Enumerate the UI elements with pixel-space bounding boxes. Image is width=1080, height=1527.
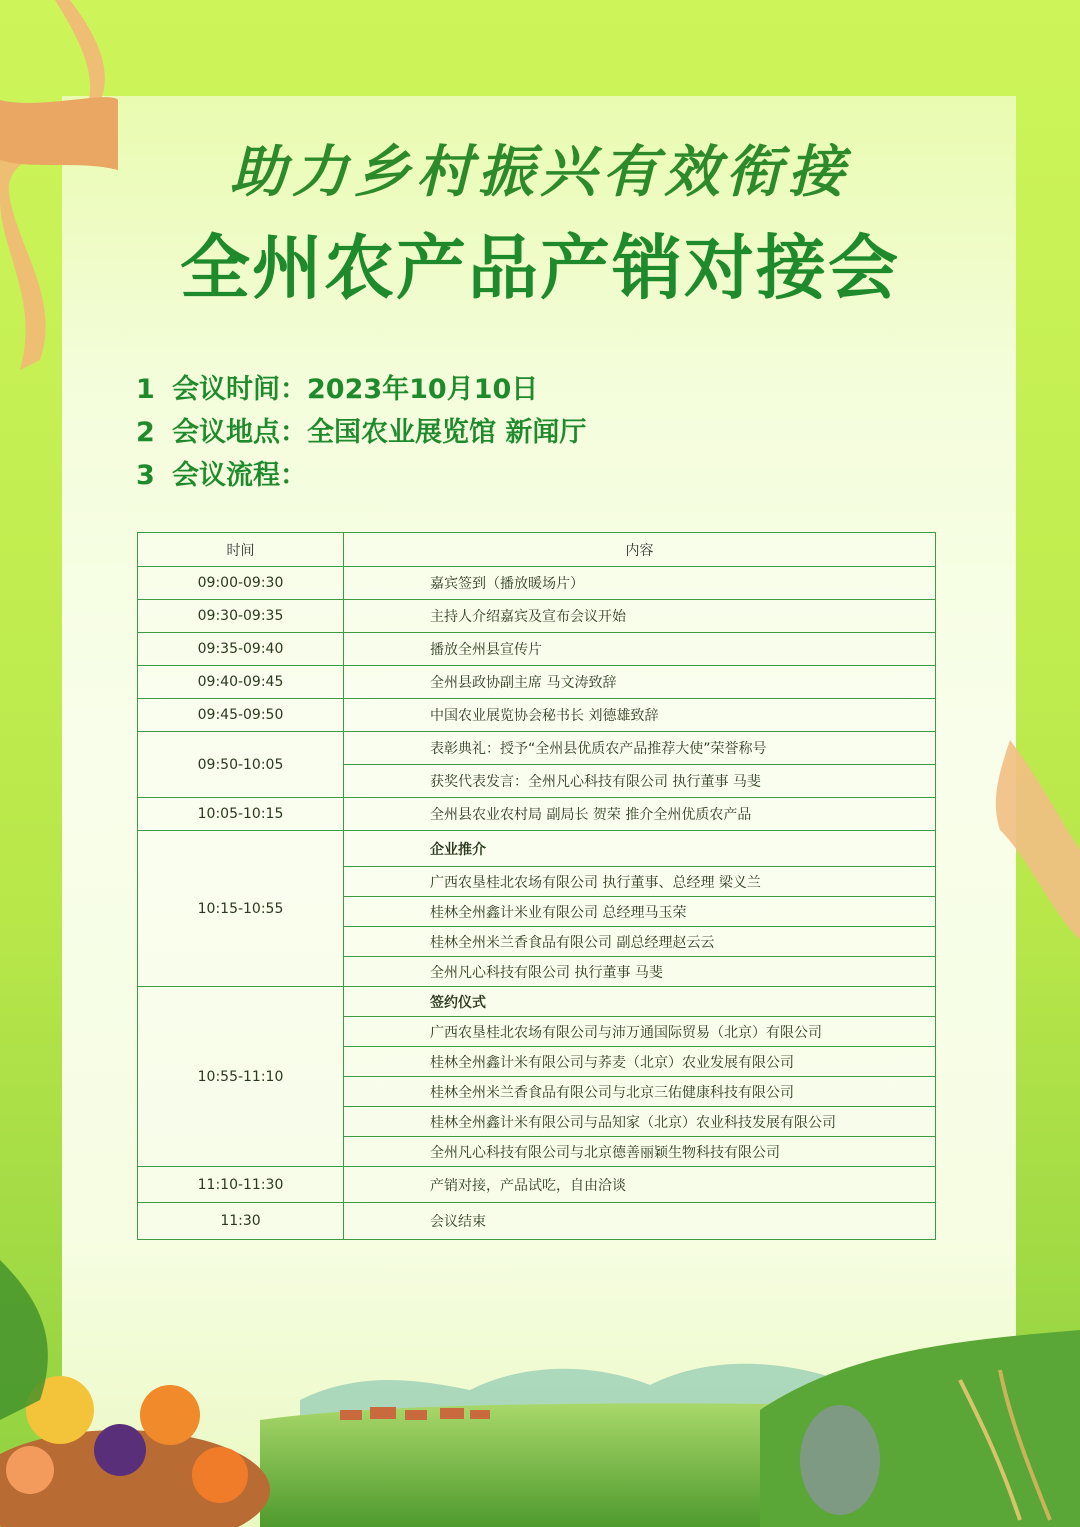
table-row xyxy=(138,1167,936,1203)
section-heading: 企业推介 xyxy=(344,831,936,867)
info-number: 2 xyxy=(136,417,155,448)
content-cell: 全州凡心科技有限公司与北京德善丽颖生物科技有限公司 xyxy=(344,1137,936,1167)
time-cell: 10:05-10:15 xyxy=(138,798,344,831)
content-cell: 播放全州县宣传片 xyxy=(344,633,936,666)
time-cell: 09:50-10:05 xyxy=(138,732,344,798)
info-number: 3 xyxy=(136,460,155,491)
slogan-heading: 助力乡村振兴有效衔接 xyxy=(230,139,850,205)
time-cell: 09:30-09:35 xyxy=(138,600,344,633)
table-row xyxy=(138,987,936,1017)
content-cell: 中国农业展览协会秘书长 刘德雄致辞 xyxy=(344,699,936,732)
section-heading: 签约仪式 xyxy=(344,987,936,1017)
time-cell: 09:35-09:40 xyxy=(138,633,344,666)
countryside-illustration xyxy=(0,1260,1080,1527)
info-text: 会议流程： xyxy=(172,460,307,491)
agenda-table xyxy=(137,532,936,1240)
content-cell: 广西农垦桂北农场有限公司 执行董事、总经理 梁义兰 xyxy=(344,867,936,897)
time-cell: 10:55-11:10 xyxy=(138,987,344,1167)
content-cell: 桂林全州鑫计米有限公司与品知家（北京）农业科技发展有限公司 xyxy=(344,1107,936,1137)
header-time: 时间 xyxy=(138,533,344,567)
info-number: 1 xyxy=(136,374,155,405)
time-cell: 11:10-11:30 xyxy=(138,1167,344,1203)
ribbon-decoration-right xyxy=(990,740,1080,940)
content-cell: 全州县政协副主席 马文涛致辞 xyxy=(344,666,936,699)
content-cell: 广西农垦桂北农场有限公司与沛万通国际贸易（北京）有限公司 xyxy=(344,1017,936,1047)
content-cell: 获奖代表发言：全州凡心科技有限公司 执行董事 马斐 xyxy=(344,765,936,798)
info-line-agenda xyxy=(136,454,586,497)
content-cell: 产销对接，产品试吃，自由洽谈 xyxy=(344,1167,936,1203)
time-cell: 10:15-10:55 xyxy=(138,831,344,987)
page-title: 全州农产品产销对接会 xyxy=(180,227,900,309)
table-row xyxy=(138,798,936,831)
content-cell: 桂林全州鑫计米业有限公司 总经理马玉荣 xyxy=(344,897,936,927)
content-cell: 主持人介绍嘉宾及宣布会议开始 xyxy=(344,600,936,633)
content-cell: 桂林全州米兰香食品有限公司 副总经理赵云云 xyxy=(344,927,936,957)
content-cell: 桂林全州米兰香食品有限公司与北京三佑健康科技有限公司 xyxy=(344,1077,936,1107)
content-cell: 嘉宾签到（播放暖场片） xyxy=(344,567,936,600)
info-line-place xyxy=(136,411,586,454)
table-row xyxy=(138,567,936,600)
content-cell: 桂林全州鑫计米有限公司与荞麦（北京）农业发展有限公司 xyxy=(344,1047,936,1077)
table-row xyxy=(138,732,936,765)
table-row xyxy=(138,600,936,633)
table-row xyxy=(138,1203,936,1240)
table-row xyxy=(138,666,936,699)
time-cell: 09:00-09:30 xyxy=(138,567,344,600)
time-cell: 11:30 xyxy=(138,1203,344,1240)
content-cell: 表彰典礼：授予“全州县优质农产品推荐大使”荣誉称号 xyxy=(344,732,936,765)
table-row xyxy=(138,633,936,666)
content-cell: 会议结束 xyxy=(344,1203,936,1240)
content-cell: 全州凡心科技有限公司 执行董事 马斐 xyxy=(344,957,936,987)
header-content: 内容 xyxy=(344,533,936,567)
info-line-time xyxy=(136,368,586,411)
table-header-row xyxy=(138,533,936,567)
content-cell: 全州县农业农村局 副局长 贺荣 推介全州优质农产品 xyxy=(344,798,936,831)
info-text: 会议地点：全国农业展览馆 新闻厅 xyxy=(172,417,587,448)
table-row xyxy=(138,699,936,732)
time-cell: 09:45-09:50 xyxy=(138,699,344,732)
info-text: 会议时间：2023年10月10日 xyxy=(172,374,539,405)
table-row xyxy=(138,831,936,867)
time-cell: 09:40-09:45 xyxy=(138,666,344,699)
meeting-info xyxy=(136,368,586,497)
